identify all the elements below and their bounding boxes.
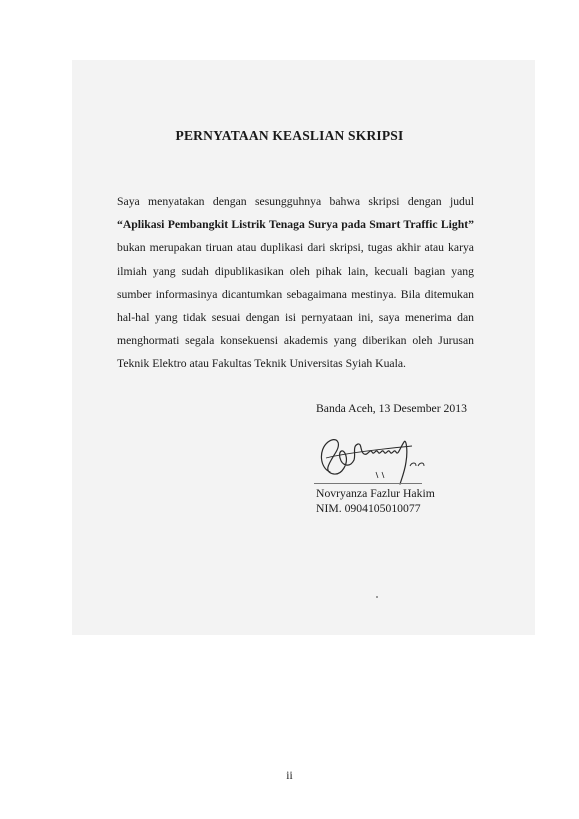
document-title: PERNYATAAN KEASLIAN SKRIPSI: [175, 128, 404, 143]
statement-intro: Saya menyatakan dengan sesungguhnya bahwa skripsi dengan judul: [117, 195, 474, 208]
signature-line: [314, 483, 422, 484]
student-id: NIM. 0904105010077: [316, 502, 421, 515]
signatory-name: Novryanza Fazlur Hakim: [316, 487, 435, 500]
statement-rest: bukan merupakan tiruan atau duplikasi dari skripsi, tugas akhir atau karya ilmiah yang sudah dipublikasikan oleh pihak lain, kecuali bagian yang sumber informasinya dicantumkan sebagaimana mestinya. Bila ditemukan hal-hal yang tidak sesuai dengan isi pernyataan ini, saya menerima dan menghormati segala konsekuensi akademis yang diberikan oleh Jurusan Teknik Elektro atau Fakultas Teknik Universitas Syiah Kuala.: [117, 241, 474, 371]
thesis-title: “Aplikasi Pembangkit Listrik Tenaga Surya pada Smart Traffic Light”: [117, 218, 474, 232]
handwritten-signature: [312, 428, 432, 488]
page-number: ii: [286, 770, 293, 782]
place-date: Banda Aceh, 13 Desember 2013: [316, 402, 467, 415]
scan-speck: [376, 596, 378, 598]
statement-paragraph: [117, 190, 474, 376]
